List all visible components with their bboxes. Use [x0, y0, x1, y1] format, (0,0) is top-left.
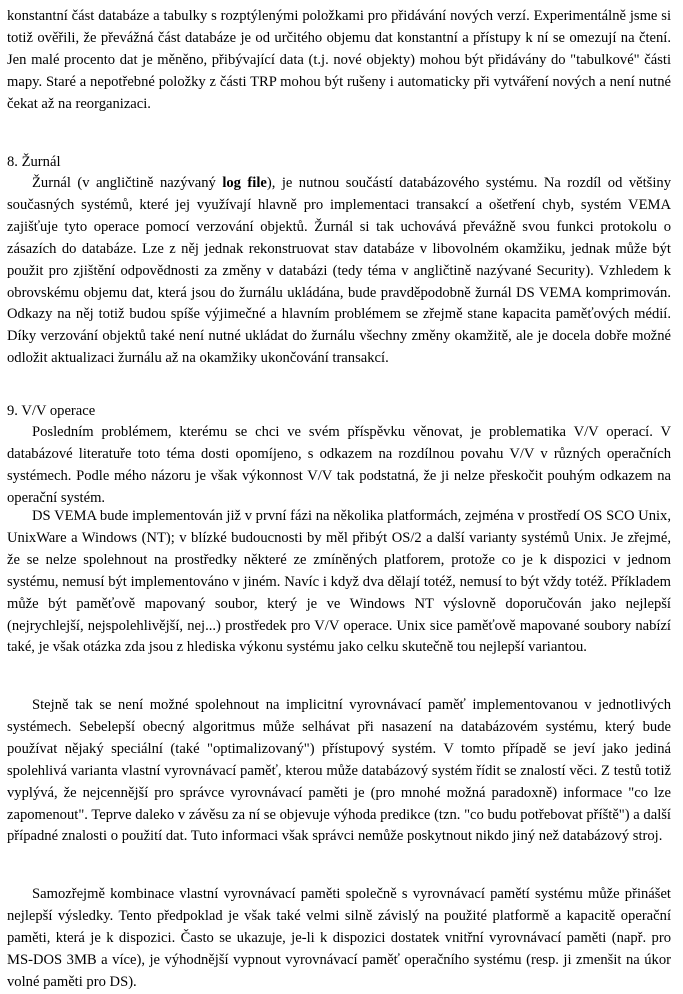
section-9-paragraph-4: Samozřejmě kombinace vlastní vyrovnávací paměti společně s vyrovnávací pamětí systému může přinášet nejlepší výsledky. Tento předpoklad je však také velmi silně závislý na použité platformě a kapacitě operační paměti, která je k dispozici. Často se ukazuje, je-li k dispozici dostatek vnitřní vyrovnávací paměti (např. pro MS-DOS 3MB a více), je výhodnější vypnout vyrovnávací paměť operačního systému (resp. ji zmenšit na úkor volné paměti pro DS).	[7, 886, 671, 990]
section-8-text-start: Žurnál (v angličtině nazývaný	[32, 175, 223, 191]
log-file-term: log file	[222, 175, 267, 191]
section-9-paragraph-3: Stejně tak se není možné spolehnout na implicitní vyrovnávací paměť implementovanou v jednotlivých systémech. Sebelepší obecný algoritmus může selhávat při nasazení na databázovém systému, který bude používat nějaký speciální (také "optimalizovaný") přístupový systém. V tomto případě se jeví jako jediná spolehlivá varianta vlastní vyrovnávací paměť, kterou může databázový systém řídit se znalostí věci. Z testů totiž vyplývá, že nejcennější pro správce vyrovnávací paměti je (pro mnohé možná paradoxně) informace "co lze zapomenout". Teprve daleko v závěsu za ní se objevuje výhoda predikce (tzn. "co budu potřebovat příště") a další případné znalosti o použití dat. Tuto informaci však správci nemůže poskytnout nikdo jiný než databázový stroj.	[7, 697, 671, 845]
section-8-heading: 8. Žurnál	[7, 154, 61, 170]
section-9-heading: 9. V/V operace	[7, 403, 96, 419]
section-8-text-rest: ), je nutnou součástí databázového systému. Na rozdíl od většiny současných systémů, které jej využívají hlavně pro implementaci transakcí a ošetření chyb, systém VEMA zajišťuje tyto operace pomocí verzování objektů. Žurnál si tak uchovává převážně svou funkci protokolu o zásazích do databáze. Lze z něj jednak rekonstruovat stav databáze v libovolném okamžiku, jednak může být použit pro zjištění odpovědnosti za změny v databázi (tedy téma v angličtině nazývané Security). Vzhledem k obrovskému objemu dat, která jsou do žurnálu ukládána, bude pravděpodobně žurnál DS VEMA komprimován. Odkazy na něj totiž budou spíše výjimečné a hlavním problémem se zřejmě stane kapacita paměťových médií. Díky verzování objektů také není nutné ukládat do žurnálu všechny změny okamžitě, ale je docela dobře možné odložit aktualizaci žurnálu až na okamžiky ukončování transakcí.	[7, 175, 671, 367]
section-8-paragraph	[7, 173, 671, 370]
section-9-paragraph-2: DS VEMA bude implementován již v první fázi na několika platformách, zejména v prostředí OS SCO Unix, UnixWare a Windows (NT); v blízké budoucnosti by měl přibýt OS/2 a další varianty systémů Unix. Je zřejmé, že se nelze spolehnout na prostředky některé ze zmíněných platforem, protože co je k dispozici v jednom systému, nemusí být implementováno v jiném. Navíc i když dva dělají totéž, nemusí to být vždy totéž. Příkladem může být paměťově mapovaný soubor, který je ve Windows NT výslovně doporučován jako nejlepší (nejrychlejší, nejspolehlivější, nej...) prostředek pro V/V operace. Unix sice paměťově mapované soubory nabízí také, je však otázka zda jsou z hlediska výkonu systému jako celku skutečně tou nejlepší variantou.	[7, 508, 671, 656]
intro-paragraph: konstantní část databáze a tabulky s rozptýlenými položkami pro přidávání nových verzí. Experimentálně jsme si totiž ověřili, že převážná část databáze je od určitého objemu dat konstantní a přístupy k ní se omezují na čtení. Jen malé procento dat je měněno, přibývající data (t.j. nové objekty) mohou být přidávány do "tabulkové" části mapy. Staré a nepotřebné položky z části TRP mohou být rušeny i automaticky při vytváření nových a není nutné čekat až na reorganizaci.	[7, 8, 671, 112]
section-9-paragraph-1: Posledním problémem, kterému se chci ve svém příspěvku věnovat, je problematika V/V operací. V databázové literatuře toto téma dosti opomíjeno, s odkazem na rozdílnou povahu V/V v různých operačních systémech. Podle mého názoru je však výkonnost V/V tak podstatná, že ji nelze přeskočit pouhým odkazem na operační systém.	[7, 424, 671, 506]
